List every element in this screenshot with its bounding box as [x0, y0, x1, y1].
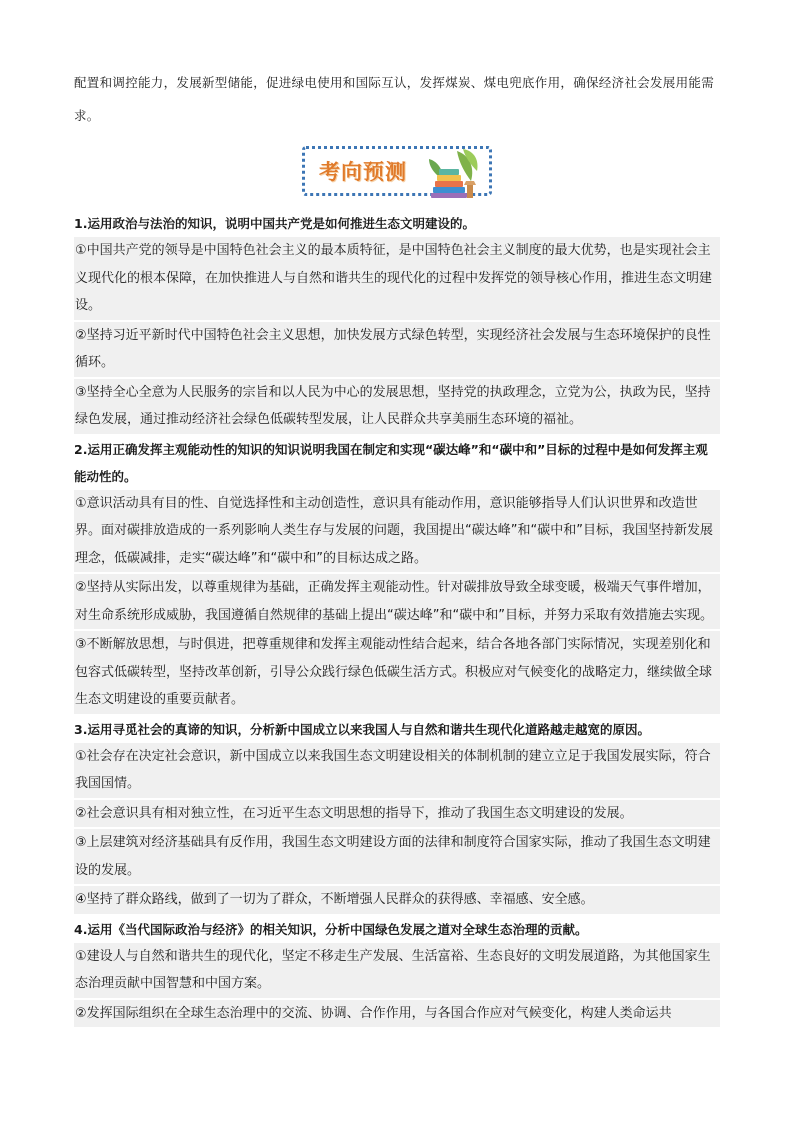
answer-item: ①建设人与自然和谐共生的现代化，坚定不移走生产发展、生活富裕、生态良好的文明发展道路，为其他国家生态治理贡献中国智慧和中国方案。 [74, 943, 720, 998]
section-banner [302, 146, 492, 196]
section-banner-wrap [74, 146, 720, 196]
question-title: 1.运用政治与法治的知识，说明中国共产党是如何推进生态文明建设的。 [74, 216, 475, 231]
question-block-3 [74, 716, 720, 914]
banner-title: 考向预测 [319, 160, 407, 184]
answer-item: ③坚持全心全意为人民服务的宗旨和以人民为中心的发展思想，坚持党的执政理念，立党为公，执政为民，坚持绿色发展，通过推动经济社会绿色低碳转型发展，让人民群众共享美丽生态环境的福祉。 [74, 379, 720, 434]
question-block-4 [74, 916, 720, 1028]
answer-item: ④坚持了群众路线，做到了一切为了群众，不断增强人民群众的获得感、幸福感、安全感。 [74, 886, 720, 914]
answer-item: ①意识活动具有目的性、自觉选择性和主动创造性，意识具有能动作用，意识能够指导人们认识世界和改造世界。面对碳排放造成的一系列影响人类生存与发展的问题，我国提出“碳达峰”和“碳中和”目标，我国坚持新发展理念，低碳减排，走实“碳达峰”和“碳中和”的目标达成之路。 [74, 490, 720, 573]
question-title: 2.运用正确发挥主观能动性的知识的知识说明我国在制定和实现“碳达峰”和“碳中和”目标的过程中是如何发挥主观能动性的。 [74, 441, 708, 484]
answer-item: ①中国共产党的领导是中国特色社会主义的最本质特征，是中国特色社会主义制度的最大优势，也是实现社会主义现代化的根本保障，在加快推进人与自然和谐共生的现代化的过程中发挥党的领导核心作用，推进生态文明建设。 [74, 237, 720, 320]
answer-item: ③上层建筑对经济基础具有反作用，我国生态文明建设方面的法律和制度符合国家实际，推动了我国生态文明建设的发展。 [74, 829, 720, 884]
answer-item: ③不断解放思想，与时俱进，把尊重规律和发挥主观能动性结合起来，结合各地各部门实际情况，实现差别化和包容式低碳转型，坚持改革创新，引导公众践行绿色低碳生活方式。积极应对气候变化的战略定力，继续做全球生态文明建设的重要贡献者。 [74, 631, 720, 714]
books-plant-icon [417, 147, 481, 201]
answer-item: ②坚持从实际出发，以尊重规律为基础，正确发挥主观能动性。针对碳排放导致全球变暖，极端天气事件增加，对生命系统形成威胁，我国遵循自然规律的基础上提出“碳达峰”和“碳中和”目标，并努力采取有效措施去实现。 [74, 574, 720, 629]
answer-item: ②坚持习近平新时代中国特色社会主义思想，加快发展方式绿色转型，实现经济社会发展与生态环境保护的良性循环。 [74, 322, 720, 377]
question-title: 3.运用寻觅社会的真谛的知识，分析新中国成立以来我国人与自然和谐共生现代化道路越走越宽的原因。 [74, 721, 650, 737]
question-block-1 [74, 210, 720, 434]
answer-item: ②发挥国际组织在全球生态治理中的交流、协调、合作作用，与各国合作应对气候变化，构建人类命运共 [74, 1000, 720, 1028]
document-page [74, 66, 720, 1029]
answer-item: ①社会存在决定社会意识，新中国成立以来我国生态文明建设相关的体制机制的建立立足于我国发展实际，符合我国国情。 [74, 743, 720, 798]
question-title: 4.运用《当代国际政治与经济》的相关知识，分析中国绿色发展之道对全球生态治理的贡献。 [74, 921, 588, 937]
answer-item: ②社会意识具有相对独立性，在习近平生态文明思想的指导下，推动了我国生态文明建设的发展。 [74, 800, 720, 828]
question-block-2 [74, 436, 720, 714]
intro-paragraph: 配置和调控能力，发展新型储能，促进绿电使用和国际互认，发挥煤炭、煤电兜底作用，确保经济社会发展用能需求。 [74, 75, 715, 123]
